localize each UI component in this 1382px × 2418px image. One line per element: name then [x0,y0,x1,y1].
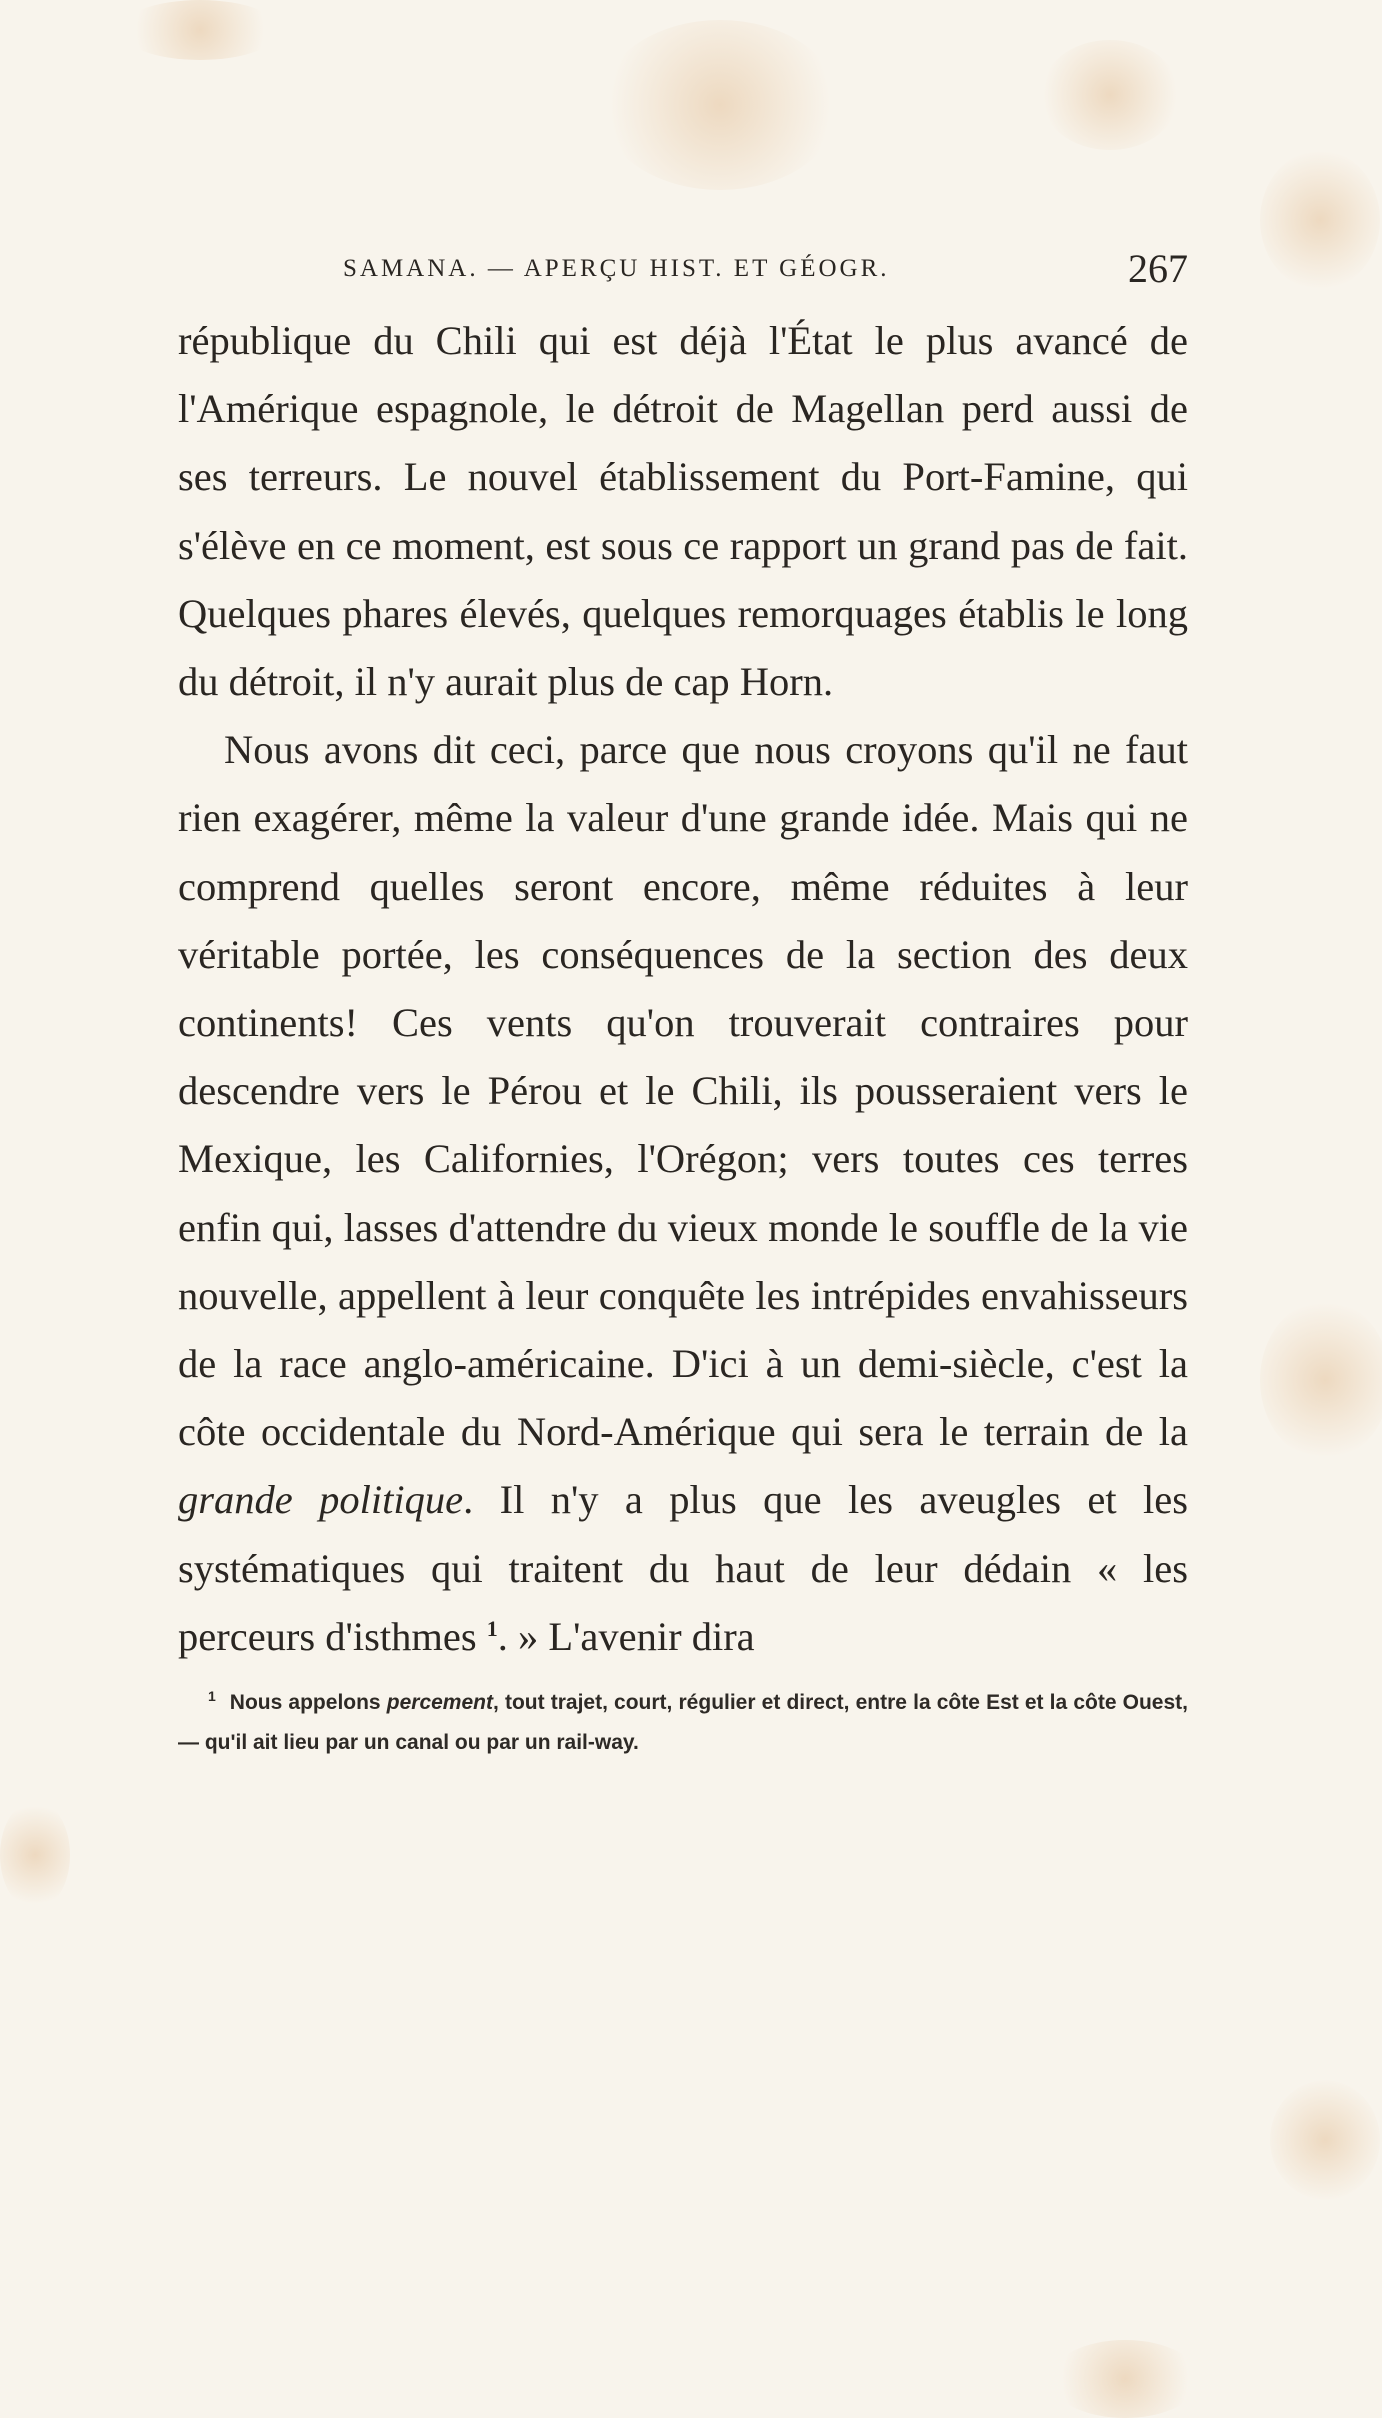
footnote-text: Nous appelons [229,1691,381,1715]
foxing-stain [0,1800,70,1910]
body-text [178,307,1188,1671]
paragraph [178,716,1188,1671]
foxing-stain [1260,1300,1382,1460]
paragraph-text: . » L'avenir dira [497,1613,755,1659]
foxing-stain [600,20,840,190]
foxing-stain [1050,2340,1200,2418]
foxing-stain [1270,2080,1380,2200]
running-title: SAMANA. — APERÇU HIST. ET GÉOGR. [343,255,890,282]
page-number: 267 [1128,246,1188,291]
book-page [178,245,1188,1763]
footnote-reference: 1 [486,1615,498,1641]
paragraph-text: république du Chili qui est déjà l'État le plus avancé de l'Amérique espagnole, le détroit de Magellan perd aussi de ses terreurs. Le nouvel établissement du Port-Famine, qui s'élève en ce moment, est sous ce rapport un grand pas de fait. Quelques phares élevés, quelques remorquages établis le long du détroit, il n'y aurait plus de cap Horn. [178,318,1188,705]
foxing-stain [1260,150,1380,290]
foxing-stain [1040,40,1180,150]
footnote [178,1683,1188,1763]
paragraph-text: Nous avons dit ceci, parce que nous croyons qu'il ne faut rien exagérer, même la valeur d'une grande idée. Mais qui ne comprend quelles seront encore, même réduites à leur véritable portée, les conséquences de la section des deux continents! Ces vents qu'on trouverait contraires pour descendre vers le Pérou et le Chili, ils pousseraient vers le Mexique, les Californies, l'Orégon; vers toutes ces terres enfin qui, lasses d'attendre du vieux monde le souffle de la vie nouvelle, appellent à leur conquête les intrépides envahisseurs de la race anglo-américaine. D'ici à un demi-siècle, c'est la côte occidentale du Nord-Amérique qui sera le terrain de la [178,727,1188,1455]
italic-phrase: grande politique [178,1477,464,1523]
paragraph-text: . Il n'y a plus que les aveugles et les systématiques qui traitent du haut de leur dédain « les perceurs d'isthmes [178,1477,1188,1659]
footnotes [178,1683,1188,1763]
running-head [178,245,1188,305]
paragraph [178,307,1188,716]
footnote-text: , tout trajet, court, régulier et direct, entre la côte Est et la côte Ouest, — qu'il ait lieu par un canal ou par un rail-way. [178,1691,1188,1755]
italic-term: percement [386,1691,493,1715]
foxing-stain [120,0,280,60]
footnote-marker: 1 [208,1688,216,1705]
